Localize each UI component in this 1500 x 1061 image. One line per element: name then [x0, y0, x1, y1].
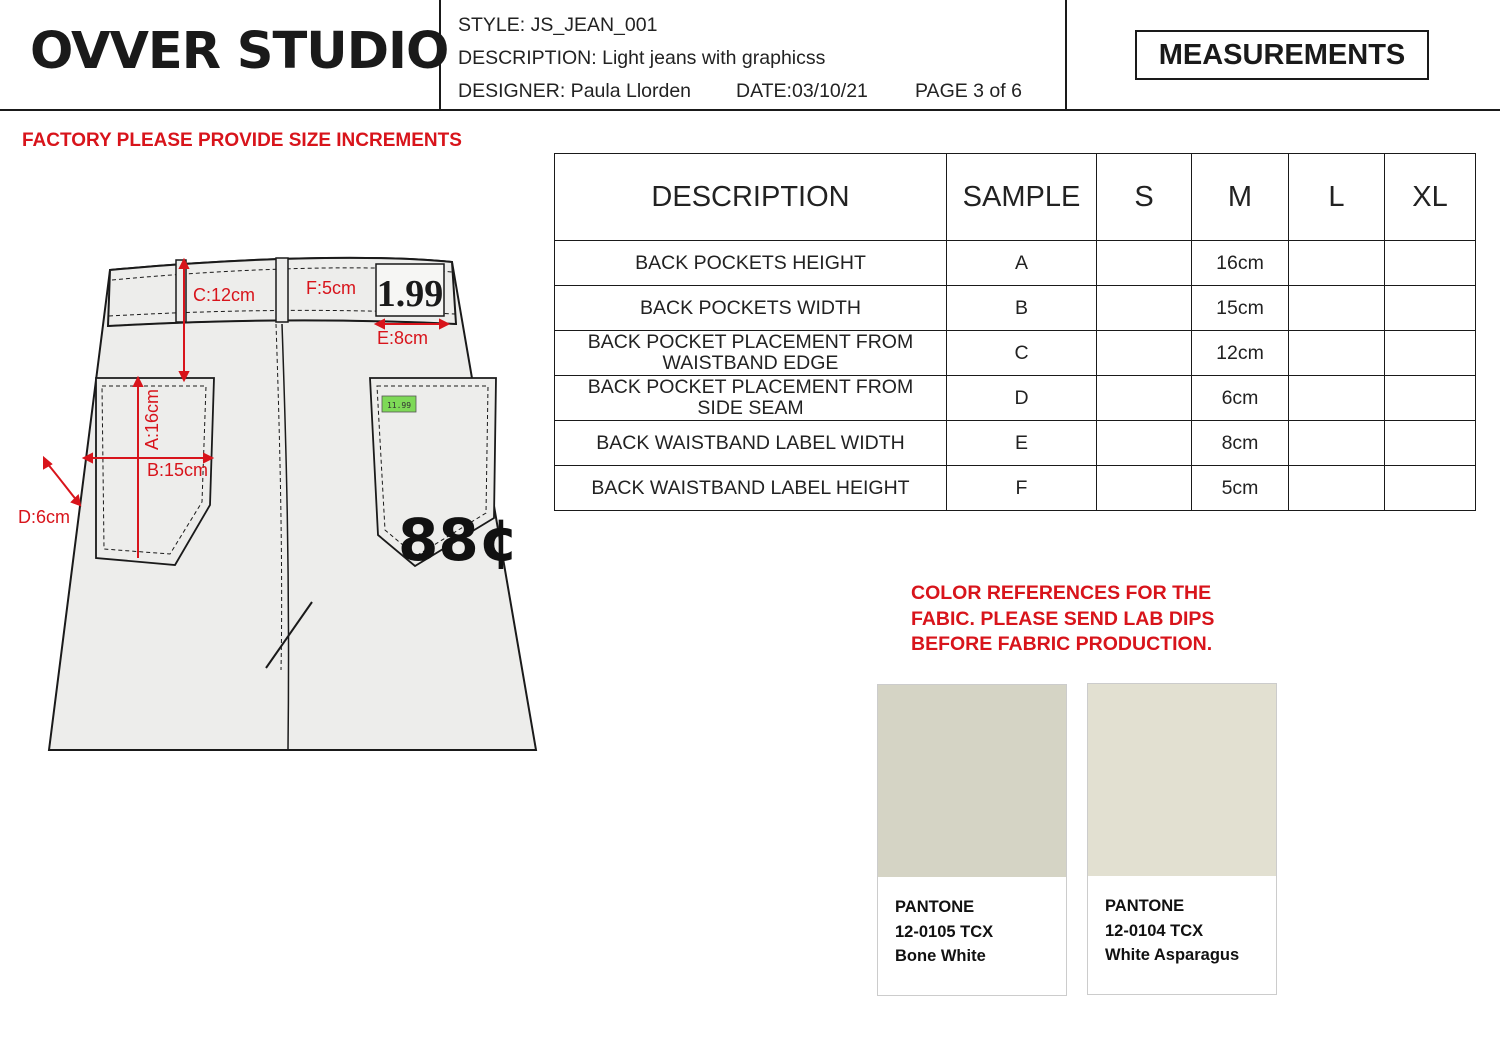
color-note-line2: FABIC. PLEASE SEND LAB DIPS	[911, 607, 1215, 630]
jeans-back-drawing	[0, 240, 560, 760]
row-description: BACK POCKETS WIDTH	[555, 286, 947, 331]
measurements-table	[554, 153, 1476, 511]
row-size-m[interactable]: 5cm	[1192, 466, 1289, 511]
row-description-line2: WAISTBAND EDGE	[662, 352, 839, 374]
dim-label-a: A:16cm	[142, 388, 162, 450]
row-size-l[interactable]	[1289, 241, 1385, 286]
row-size-l[interactable]	[1289, 286, 1385, 331]
designer-name: DESIGNER: Paula Llorden	[458, 80, 692, 102]
svg-text:11.99: 11.99	[386, 401, 412, 410]
row-size-s[interactable]	[1097, 241, 1192, 286]
row-size-l[interactable]	[1289, 421, 1385, 466]
dim-label-f: F:5cm	[306, 278, 357, 298]
swatch-code: 12-0104 TCX	[1105, 921, 1204, 940]
color-note-line3: BEFORE FABRIC PRODUCTION.	[911, 633, 1213, 655]
waistband-label-price: 1.99	[376, 273, 444, 315]
row-size-xl[interactable]	[1385, 286, 1476, 331]
dim-label-c: C:12cm	[193, 285, 256, 305]
section-title: MEASUREMENTS	[1135, 30, 1429, 80]
row-description	[555, 331, 947, 376]
row-size-xl[interactable]	[1385, 421, 1476, 466]
row-size-xl[interactable]	[1385, 376, 1476, 421]
row-sample: C	[947, 331, 1097, 376]
swatch-color	[878, 685, 1066, 877]
row-size-xl[interactable]	[1385, 466, 1476, 511]
row-size-s[interactable]	[1097, 421, 1192, 466]
table-row	[555, 421, 1476, 466]
header-sample: SAMPLE	[947, 154, 1097, 241]
row-sample: A	[947, 241, 1097, 286]
row-description-line1: BACK POCKET PLACEMENT FROM	[587, 376, 914, 398]
row-description	[555, 376, 947, 421]
row-sample: E	[947, 421, 1097, 466]
table-row	[555, 241, 1476, 286]
header-size-xl: XL	[1385, 154, 1476, 241]
swatch-card-bone-white	[877, 684, 1067, 996]
row-description: BACK WAISTBAND LABEL WIDTH	[555, 421, 947, 466]
swatch-name: Bone White	[895, 947, 986, 965]
row-size-s[interactable]	[1097, 376, 1192, 421]
row-size-s[interactable]	[1097, 466, 1192, 511]
belt-loop-center	[276, 258, 288, 322]
swatch-brand: PANTONE	[1105, 897, 1185, 915]
row-size-m[interactable]: 16cm	[1192, 241, 1289, 286]
row-size-l[interactable]	[1289, 466, 1385, 511]
row-size-s[interactable]	[1097, 331, 1192, 376]
style-code: STYLE: JS_JEAN_001	[458, 14, 658, 36]
table-row	[555, 331, 1476, 376]
swatch-brand: PANTONE	[895, 898, 975, 916]
row-size-m[interactable]: 15cm	[1192, 286, 1289, 331]
table-header-row	[555, 154, 1476, 241]
swatch-name: White Asparagus	[1105, 946, 1240, 964]
swatch-label	[1105, 894, 1239, 968]
swatch-code: 12-0105 TCX	[895, 922, 994, 941]
header-size-l: L	[1289, 154, 1385, 241]
color-note-line1: COLOR REFERENCES FOR THE	[911, 582, 1212, 604]
row-size-xl[interactable]	[1385, 241, 1476, 286]
table-row	[555, 286, 1476, 331]
row-size-xl[interactable]	[1385, 331, 1476, 376]
color-reference-note	[911, 581, 1214, 658]
row-description-line1: BACK POCKET PLACEMENT FROM	[587, 331, 914, 353]
swatch-label	[895, 895, 993, 969]
row-sample: B	[947, 286, 1097, 331]
header-separator-right	[1065, 0, 1067, 111]
brand-logo: OVVER STUDIO	[30, 22, 449, 81]
header-description: DESCRIPTION	[555, 154, 947, 241]
row-size-m[interactable]: 8cm	[1192, 421, 1289, 466]
dim-label-b: B:15cm	[147, 460, 209, 480]
dim-label-e: E:8cm	[377, 328, 429, 348]
dim-label-d: D:6cm	[18, 507, 71, 527]
header-size-s: S	[1097, 154, 1192, 241]
sheet-date: DATE:03/10/21	[736, 80, 868, 102]
row-sample: F	[947, 466, 1097, 511]
pocket-graphic-price: 88¢	[398, 506, 520, 574]
row-size-s[interactable]	[1097, 286, 1192, 331]
row-size-l[interactable]	[1289, 376, 1385, 421]
row-description-line2: SIDE SEAM	[697, 397, 804, 419]
row-description: BACK WAISTBAND LABEL HEIGHT	[555, 466, 947, 511]
header-size-m: M	[1192, 154, 1289, 241]
style-description: DESCRIPTION: Light jeans with graphicss	[458, 47, 826, 69]
row-size-m[interactable]: 12cm	[1192, 331, 1289, 376]
row-sample: D	[947, 376, 1097, 421]
table-row	[555, 376, 1476, 421]
header-divider	[0, 109, 1500, 111]
swatch-color	[1088, 684, 1276, 876]
row-description: BACK POCKETS HEIGHT	[555, 241, 947, 286]
factory-note: FACTORY PLEASE PROVIDE SIZE INCREMENTS	[22, 130, 462, 151]
page-number: PAGE 3 of 6	[915, 80, 1022, 102]
table-row	[555, 466, 1476, 511]
row-size-m[interactable]: 6cm	[1192, 376, 1289, 421]
swatch-card-white-asparagus	[1087, 683, 1277, 995]
row-size-l[interactable]	[1289, 331, 1385, 376]
